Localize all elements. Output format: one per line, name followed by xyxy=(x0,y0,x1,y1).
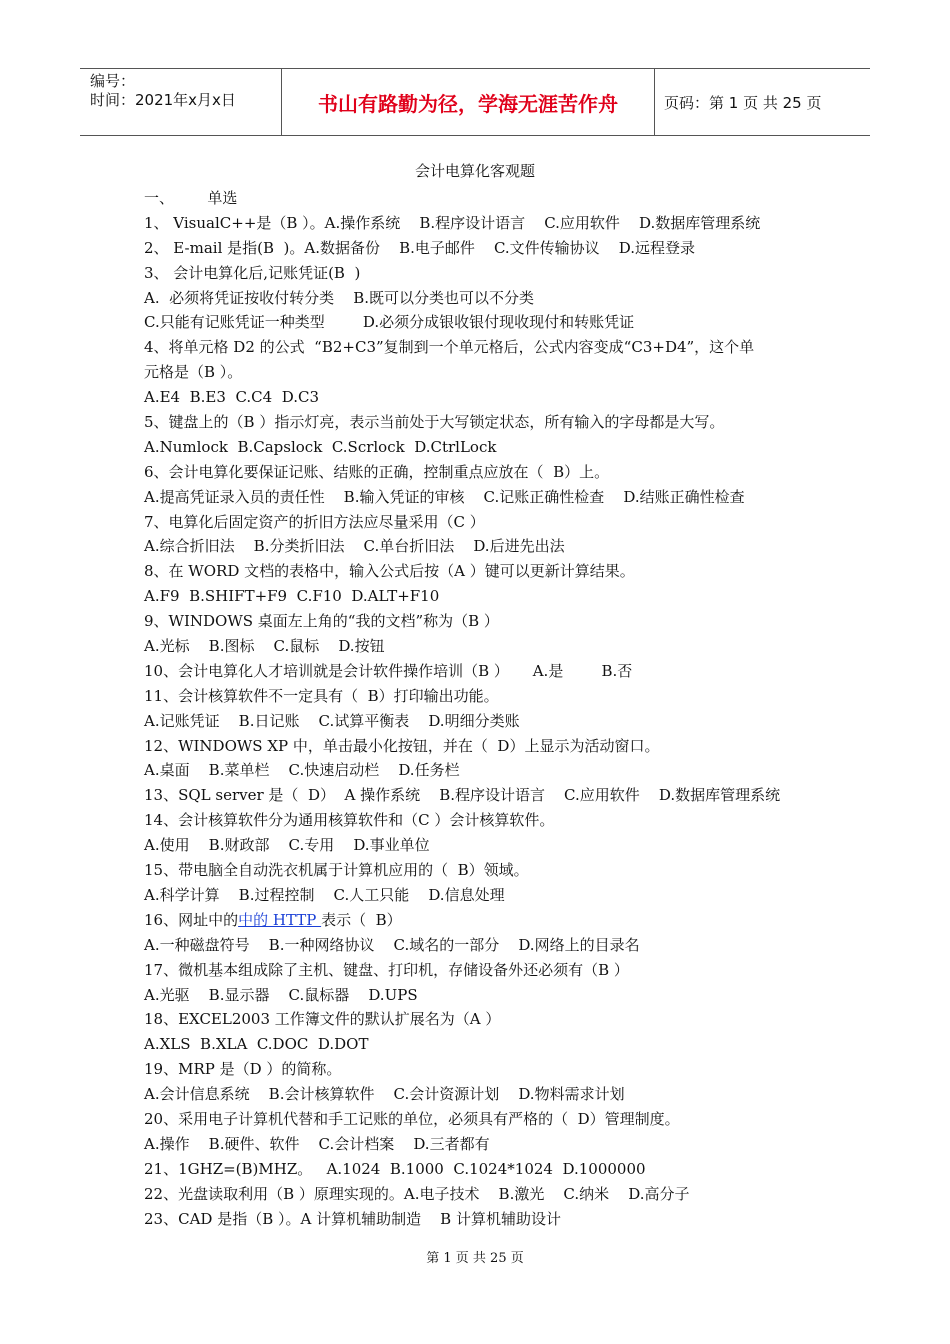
options-line: A.操作 B.硬件、软件 C.会计档案 D.三者都有 xyxy=(144,1134,490,1153)
q16-prefix: 16、网址中的 xyxy=(144,910,239,929)
options-line: A.Numlock B.Capslock C.Scrlock D.CtrlLock xyxy=(144,437,497,456)
question-line: 4、将单元格 D2 的公式 “B2+C3”复制到一个单元格后，公式内容变成“C3+D4”，这个单 xyxy=(144,338,755,357)
question-line: 10、会计电算化人才培训就是会计软件操作培训（B ） A.是 B.否 xyxy=(144,661,633,680)
options-line: A.一种磁盘符号 B.一种网络协议 C.域名的一部分 D.网络上的目录名 xyxy=(144,935,640,954)
question-line: 14、会计核算软件分为通用核算软件和（C ）会计核算软件。 xyxy=(144,811,555,830)
question-line: 18、EXCEL2003 工作簿文件的默认扩展名为（A ） xyxy=(144,1010,501,1029)
http-link[interactable]: 中的 HTTP xyxy=(238,910,322,929)
question-line: 20、采用电子计算机代替和手工记账的单位，必须具有严格的（ D）管理制度。 xyxy=(144,1109,680,1128)
options-line: A.光标 B.图标 C.鼠标 D.按钮 xyxy=(144,637,385,656)
question-line: 13、SQL server 是（ D） A 操作系统 B.程序设计语言 C.应用软件 D.数据库管理系统 xyxy=(144,786,781,805)
question-line: 15、带电脑全自动洗衣机属于计算机应用的（ B）领域。 xyxy=(144,861,529,880)
header-motto: 书山有路勤为径，学海无涯苦作舟 xyxy=(318,91,618,116)
question-line: 17、微机基本组成除了主机、键盘、打印机，存储设备外还必须有（B ） xyxy=(144,960,629,979)
date-line: 时间：2021年x月x日 xyxy=(90,91,236,109)
page-footer: 第 1 页 共 25 页 xyxy=(426,1251,524,1266)
question-line: 21、1GHZ=(B)MHZ。 A.1024 B.1000 C.1024*1024 D.1000000 xyxy=(144,1159,646,1178)
options-line: A.记账凭证 B.日记账 C.试算平衡表 D.明细分类账 xyxy=(144,711,520,730)
q16-suffix: 表示（ B） xyxy=(321,910,402,929)
options-line: C.只能有记账凭证一种类型 D.必须分成银收银付现收现付和转账凭证 xyxy=(144,313,635,332)
question-line: 2、 E-mail 是指(B )。A.数据备份 B.电子邮件 C.文件传输协议 D.远程登录 xyxy=(144,238,695,257)
options-line: A.提高凭证录入员的责任性 B.输入凭证的审核 C.记账正确性检查 D.结账正确性检查 xyxy=(144,487,745,506)
question-line: 23、CAD 是指（B ）。A 计算机辅助制造 B 计算机辅助设计 xyxy=(144,1209,561,1228)
options-line: A.F9 B.SHIFT+F9 C.F10 D.ALT+F10 xyxy=(144,587,440,606)
header-page-info: 页码：第 1 页 共 25 页 xyxy=(664,94,822,112)
question-line: 元格是（B ）。 xyxy=(144,363,243,382)
question-line-16 xyxy=(144,908,824,933)
header-meta xyxy=(90,72,236,110)
question-line: 3、 会计电算化后,记账凭证(B ) xyxy=(144,263,361,282)
options-line: A.光驱 B.显示器 C.鼠标器 D.UPS xyxy=(144,985,418,1004)
question-line: 22、光盘读取利用（B ）原理实现的。A.电子技术 B.激光 C.纳米 D.高分子 xyxy=(144,1184,690,1203)
question-line: 6、会计电算化要保证记账、结账的正确，控制重点应放在（ B）上。 xyxy=(144,462,610,481)
question-line: 9、WINDOWS 桌面左上角的“我的文档”称为（B ） xyxy=(144,612,499,631)
question-line: 8、在 WORD 文档的表格中，输入公式后按（A ）键可以更新计算结果。 xyxy=(144,562,635,581)
section-heading: 一、 单选 xyxy=(144,189,238,207)
question-line: 12、WINDOWS XP 中，单击最小化按钮，并在（ D）上显示为活动窗口。 xyxy=(144,736,660,755)
options-line: A.E4 B.E3 C.C4 D.C3 xyxy=(144,388,319,407)
question-line: 11、会计核算软件不一定具有（ B）打印输出功能。 xyxy=(144,686,499,705)
question-line: 19、MRP 是（D ）的简称。 xyxy=(144,1060,342,1079)
options-line: A.XLS B.XLA C.DOC D.DOT xyxy=(144,1035,369,1054)
options-line: A.综合折旧法 B.分类折旧法 C.单台折旧法 D.后进先出法 xyxy=(144,537,565,556)
question-line: 1、 VisualC++是（B ）。A.操作系统 B.程序设计语言 C.应用软件 D.数据库管理系统 xyxy=(144,213,761,232)
number-label: 编号： xyxy=(90,72,136,90)
document-title: 会计电算化客观题 xyxy=(414,162,535,180)
options-line: A.使用 B.财政部 C.专用 D.事业单位 xyxy=(144,836,430,855)
header-divider-right xyxy=(654,68,655,136)
options-line: A. 必须将凭证按收付转分类 B.既可以分类也可以不分类 xyxy=(144,288,535,307)
options-line: A.会计信息系统 B.会计核算软件 C.会计资源计划 D.物料需求计划 xyxy=(144,1085,625,1104)
question-line: 5、键盘上的（B ）指示灯亮，表示当前处于大写锁定状态，所有输入的字母都是大写。 xyxy=(144,413,725,432)
question-list xyxy=(144,186,824,1231)
options-line: A.科学计算 B.过程控制 C.人工只能 D.信息处理 xyxy=(144,885,505,904)
options-line: A.桌面 B.菜单栏 C.快速启动栏 D.任务栏 xyxy=(144,761,460,780)
question-line: 7、电算化后固定资产的折旧方法应尽量采用（C ） xyxy=(144,512,485,531)
